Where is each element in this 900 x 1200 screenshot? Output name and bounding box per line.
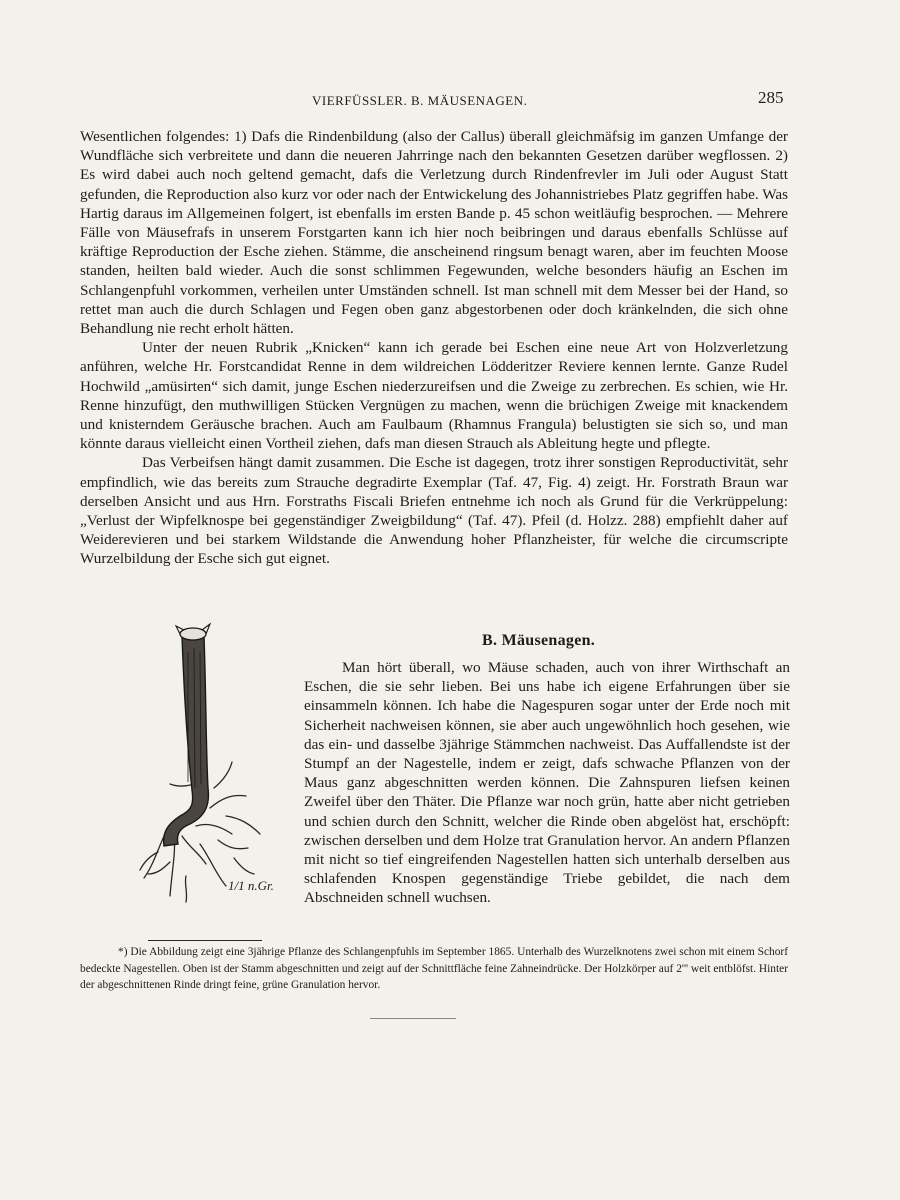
section-body: [304, 658, 790, 908]
figure-scale-label: 1/1 n.Gr.: [228, 878, 274, 893]
end-rule: [370, 1018, 456, 1019]
footnote: [80, 944, 788, 994]
section-heading: B. Mäusenagen.: [482, 632, 596, 649]
paragraph: Unter der neuen Rubrik „Knicken“ kann ich gerade bei Eschen eine neue Art von Holzverletzung anführen, welche Hr. Forstcandidat Renne in dem wildreichen Lödderitzer Reviere kennen lernte. Ganze Rudel Hochwild „amüsirten“ sich damit, junge Eschen niederzureifsen und die Zweige zu zerbrechen. Es schien, wie Hr. Renne hinzufügt, den muthwilligen Stücken Vergnügen zu machen, wenn die brüchigen Zweige mit knackendem und knisterndem Geräusche brachen. Auch am Faulbaum (Rhamnus Frangula) belustigten sie sich so, und man könnte daraus vielleicht einen Vortheil ziehen, dafs man diesen Strauch als Ableitung hegte und pflegte.: [80, 339, 788, 453]
main-text: [80, 127, 788, 569]
paragraph: Wesentlichen folgendes: 1) Dafs die Rindenbildung (also der Callus) überall gleichmäfsig im ganzen Umfange der Wundfläche sich verbreitete und dann die neueren Jahrringe nach den bekannten Gesetzen darüber wegflossen. 2) Es wird dabei auch noch geltend gemacht, dafs die Verletzung durch Rindenfrevler im Juli oder August Statt gefunden, die Reproduction also kurz vor oder nach der Entwickelung des Johannistriebes Platz gegriffen habe. Was Hartig daraus im Allgemeinen folgert, ist ebenfalls im ersten Bande p. 45 schon weitläufig besprochen. — Mehrere Fälle von Mäusefrafs in unserem Forstgarten kann ich hier noch beibringen und daraus ebenfalls Schlüsse auf kräftige Reproduction der Esche ziehen. Stämme, die anscheinend ringsum benagt waren, aber im feuchten Moose standen, heilten bald wieder. Auch die sonst schlimmen Fegewunden, welche besonders häufig an Eschen im Schlangenpfuhl vorkommen, verheilen unter Umständen schnell. Ist man schnell mit dem Messer bei der Hand, so rettet man auch die durch Schlagen und Fegen oben ganz abgestorbenen oder doch kränkelnden, die sich ohne Behandlung nie recht erholt hätten.: [80, 128, 788, 338]
running-head: VIERFÜSSLER. B. MÄUSENAGEN.: [312, 93, 528, 108]
paragraph: Man hört überall, wo Mäuse schaden, auch von ihrer Wirthschaft an Eschen, die sie sehr lieben. Bei uns habe ich eigene Erfahrungen über sie einsammeln können. Ich habe die Nagespuren sogar unter der Erde noch mit Sicherheit nachweisen können, sie aber auch ungewöhnlich hoch gesehen, wie das ein- und dasselbe 3jährige Stämmchen nachweist. Das Auffallendste ist der Stumpf an der Nagestelle, indem er zeigt, dafs schwache Pflanzen von der Maus ganz abgeschnitten werden können. Die Zahnspuren liefsen keinen Zweifel über den Thäter. Die Pflanze war noch grün, hatte aber nicht getrieben und schien durch den Schnitt, welcher die Rinde oben abgelöst hat, erschöpft: zwischen derselben und dem Holze trat Granulation hervor. An andern Pflanzen mit nicht so tief eingreifenden Nagestellen hatten sich unterhalb derselben aus schlafenden Knospen gegenständige Triebe gebildet, die nach dem Abschneiden schnell wuchsen.: [304, 659, 790, 907]
seedling-illustration: [136, 612, 288, 912]
page-number: 285: [758, 88, 784, 107]
footnote-rule: [148, 940, 262, 941]
paragraph: Das Verbeifsen hängt damit zusammen. Die Esche ist dagegen, trotz ihrer sonstigen Reproductivität, sehr empfindlich, wie das bereits zum Strauche degradirte Exemplar (Taf. 47, Fig. 4) zeigt. Hr. Forstrath Braun war derselben Ansicht und aus Hrn. Forstraths Fiscali Briefen entnehme ich noch als Grund für die Verkrüppelung: „Verlust der Wipfelknospe bei gegenständiger Zweigbildung“ (Taf. 47). Pfeil (d. Holzz. 288) empfiehlt daher auf Weiderevieren und bei starkem Wildstande die Anwendung hoher Pflanzheister, für welche die circumscripte Wurzelbildung der Esche sich gut eignet.: [80, 454, 788, 568]
gnawed-seedling-drawing: [136, 612, 288, 912]
footnote-text: *) Die Abbildung zeigt eine 3jährige Pflanze des Schlangenpfuhls im September 1865. Unterhalb des Wurzelknotens zwei schon mit einem Schorf bedeckte Nagestellen. Oben ist der Stamm abgeschnitten und zeigt auf der Schnittfläche feine Zahneindrücke. Der Holzkörper auf 2''' weit entblöfst. Hinter der abgeschnittenen Rinde dringt feine, grüne Granulation hervor.: [80, 946, 789, 991]
